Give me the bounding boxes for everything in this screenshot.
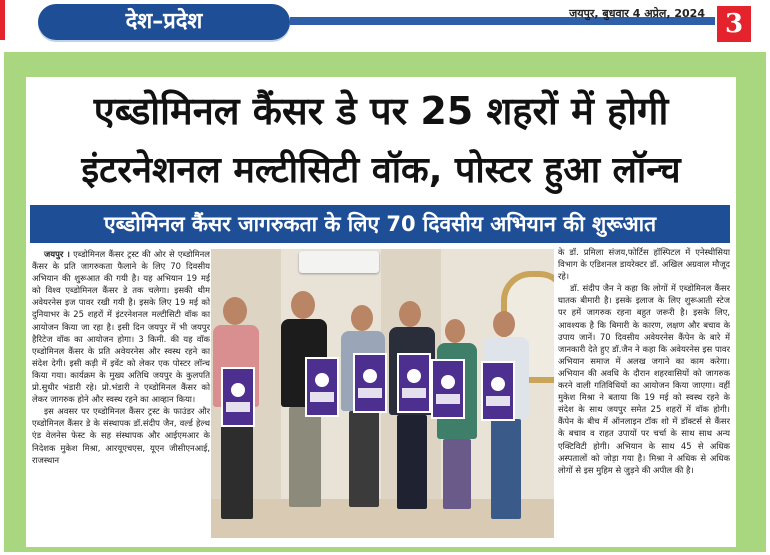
paragraph-text: एब्डोमिनल कैंसर ट्रस्ट की ओर से एब्डोमिनल कैंसर के प्रति जागरुकता फैलाने के लिए 70 दिवसीय अभियान की शुरूआत की गयी है। यह अभियान 19 मई को विश्व एब्डोमिनल कैंसर डे तक चलेगा। इसकी थीम अवेयरनेस इज पावर रखी गयी है। इसके लिए 19 मई को दुनियाभर के 25 शहरों में इंटरनेशनल मल्टीसिटी वॉक का आयोजन किया जा रहा है। इसी दिन जयपुर में भी जयपुर हैरिटेज वॉक का आयोजन होगा। 3 किमी. की यह वॉक एब्डोमिनल कैंसर के प्रति अवेयरनेस और स्वस्थ रहने का संदेश देगी। इसी कड़ी में इवेंट को लेकर एक पोस्टर लॉन्च किया गया। कार्यक्रम के मुख्य अतिथि जयपुर के कुलपति प्रो.सुधीर भंडारी रहे। प्रो.भंडारी ने एब्डोमिनल कैंसर को लेकर जागरुक होने और स्वस्थ रहने का आव्हान किया। [32, 249, 210, 405]
section-title: देश–प्रदेश [125, 9, 203, 34]
event-photo [211, 249, 554, 538]
article-paragraph: डॉ. संदीप जैन ने कहा कि लोगों में एब्डोमिनल कैंसर घातक बीमारी है। इसके इलाज के लिए शुरूआती स्टेज पर हमें जागरुक रहना बहुत जरूरी है। इसके लिए, आवश्यक है कि बिमारी के कारण, लक्षण और बचाव के उपाय जानें। 70 दिवसीय अवेयरनेस कैंपेन के बारे में जानकारी देते हुए डॉ.जैन ने कहा कि अवेयरनेस इस पावर अभियान समाज में अलख जगाने का काम करेगा। अभियान की अवधि के दौरान शहरवासियों को जागरुक करने वाली गतिविधियों का आयोजन किया जाएगा। वहीं मुकेश मिश्रा ने बताया कि 19 मई को स्वस्थ रहने के संदेश के साथ जयपुर समेत 25 शहरों में वॉक होगी। कैंपेन के बीच में ऑनलाइन टॉक शो में डॉक्टर्स से कैंसर के बचाव व राहत उपायों पर चर्चा के साथ साथ अन्य एक्टिविटी होगी। अभियान के साथ 45 से अधिक अस्पतालों को जोड़ा गया है। मिश्रा ने अधिक से अधिक लोगों से इस मुहिम से जुड़ने की अपील की है। [558, 283, 730, 475]
event-poster [397, 353, 431, 413]
event-poster [353, 353, 387, 413]
masthead-edge-mark [0, 0, 5, 40]
article-paragraph: के डॉ. प्रमिला संजय,फोर्टिस हॉस्पिटल में एनेस्थीसिया विभाग के एडिशनल डायरेक्टर डॉ. अखिल अग्रवाल मौजूद रहे। [558, 247, 730, 282]
masthead [0, 0, 770, 40]
event-poster [481, 361, 515, 421]
dateline-city: जयपुर । [44, 249, 70, 259]
article-paragraph: इस अवसर पर एब्डोमिनल कैंसर ट्रस्ट के फाउंडर और एब्डोमिनल कैंसर डे के संस्थापक डॉ.संदीप जैन, वर्ल्ड हेल्थ एंड वेलनेस फेस्ट के सह संस्थापक और आईएमआर के निदेशक मुकेश मिश्रा, आरयूएचएस, यूएन जीसीएनआई, राजस्थान [32, 406, 210, 465]
event-poster [221, 367, 255, 427]
dateline: जयपुर, बुधवार 4 अप्रेल, 2024 [569, 7, 705, 20]
air-conditioner [299, 251, 379, 273]
event-poster [431, 359, 465, 419]
event-poster [305, 357, 339, 417]
article-paragraph [32, 248, 210, 405]
article-column-left [32, 248, 210, 538]
headline-line-1: एब्डोमिनल कैंसर डे पर 25 शहरों में होगी [93, 89, 669, 133]
subheadline: एब्डोमिनल कैंसर जागरुकता के लिए 70 दिवसीय अभियान की शुरूआत [30, 205, 730, 243]
headline-line-2: इंटरनेशनल मल्टीसिटी वॉक, पोस्टर हुआ लॉन्च [81, 150, 681, 191]
page-number: 3 [717, 6, 751, 42]
article-column-right [558, 246, 730, 538]
section-tag [38, 4, 290, 40]
